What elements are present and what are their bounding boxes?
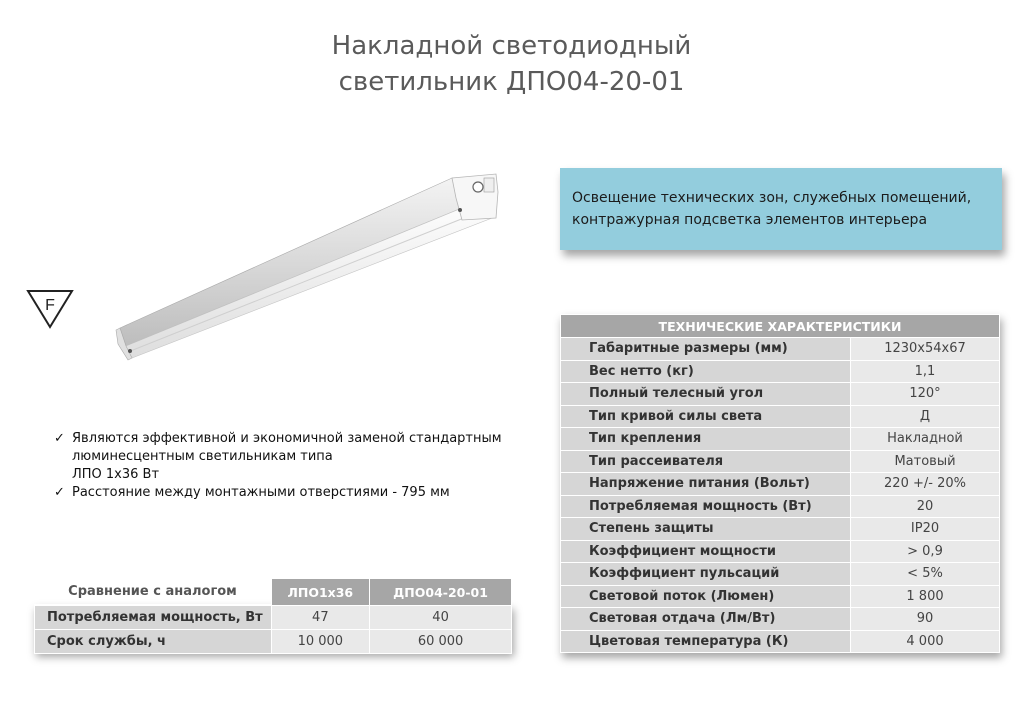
spec-value: 1230х54х67 [851,338,1000,361]
feature-list [54,430,524,502]
application-note [560,168,1002,250]
table-row [561,473,1000,496]
title-line-2: светильник ДПО04-20-01 [338,67,685,97]
comparison-column-header: ЛПО1х36 [271,579,370,606]
spec-value: > 0,9 [851,540,1000,563]
application-note-line-2: контражурная подсветка элементов интерьера [572,212,928,228]
spec-label: Тип рассеивателя [561,450,851,473]
product-image [112,168,512,368]
feature-item [54,430,524,484]
comparison-label: Потребляемая мощность, Вт [35,606,272,630]
table-row [561,450,1000,473]
spec-label: Потребляемая мощность (Вт) [561,495,851,518]
comparison-value: 47 [271,606,370,630]
table-row [561,518,1000,541]
spec-label: Габаритные размеры (мм) [561,338,851,361]
application-note-line-1: Освещение технических зон, служебных помещений, [572,190,972,206]
spec-label: Коэффициент мощности [561,540,851,563]
svg-text:F: F [45,297,55,314]
feature-text: Расстояние между монтажными отверстиями - 795 мм [72,485,450,500]
spec-value: Накладной [851,428,1000,451]
spec-value: 90 [851,608,1000,631]
spec-value: 1,1 [851,360,1000,383]
spec-label: Световая отдача (Лм/Вт) [561,608,851,631]
feature-item [54,484,524,502]
table-row [561,585,1000,608]
table-row [561,630,1000,653]
checkmark-icon: ✓ [54,431,65,446]
table-row [561,495,1000,518]
spec-value: 20 [851,495,1000,518]
comparison-title: Сравнение с аналогом [68,584,237,600]
spec-value: < 5% [851,563,1000,586]
certification-mark-icon [25,288,75,330]
comparison-label: Срок службы, ч [35,630,272,654]
feature-text: Являются эффективной и экономичной заменой стандартным люминесцентным светильникам типа ЛПО 1х36 Вт [72,431,502,482]
table-row [35,606,512,630]
comparison-value: 40 [370,606,512,630]
table-row [561,338,1000,361]
specs-table [560,314,1000,653]
table-row [561,360,1000,383]
spec-value: Д [851,405,1000,428]
table-row [561,383,1000,406]
spec-value: IP20 [851,518,1000,541]
spec-label: Тип крепления [561,428,851,451]
spec-value: 4 000 [851,630,1000,653]
specs-header: ТЕХНИЧЕСКИЕ ХАРАКТЕРИСТИКИ [561,315,1000,338]
spec-label: Степень защиты [561,518,851,541]
comparison-value: 10 000 [271,630,370,654]
table-row [561,608,1000,631]
comparison-column-header: ДПО04-20-01 [370,579,512,606]
comparison-table [34,578,512,654]
spec-label: Напряжение питания (Вольт) [561,473,851,496]
page-title [0,28,1023,100]
table-row [561,563,1000,586]
spec-label: Вес нетто (кг) [561,360,851,383]
spec-value: 1 800 [851,585,1000,608]
spec-label: Коэффициент пульсаций [561,563,851,586]
checkmark-icon: ✓ [54,485,65,500]
spec-label: Световой поток (Люмен) [561,585,851,608]
spec-label: Цветовая температура (К) [561,630,851,653]
table-row [561,428,1000,451]
spec-value: Матовый [851,450,1000,473]
spec-label: Тип кривой силы света [561,405,851,428]
spec-value: 120° [851,383,1000,406]
title-line-1: Накладной светодиодный [331,31,692,61]
table-row [561,405,1000,428]
table-row [561,540,1000,563]
table-row [35,630,512,654]
comparison-value: 60 000 [370,630,512,654]
spec-value: 220 +/- 20% [851,473,1000,496]
spec-label: Полный телесный угол [561,383,851,406]
